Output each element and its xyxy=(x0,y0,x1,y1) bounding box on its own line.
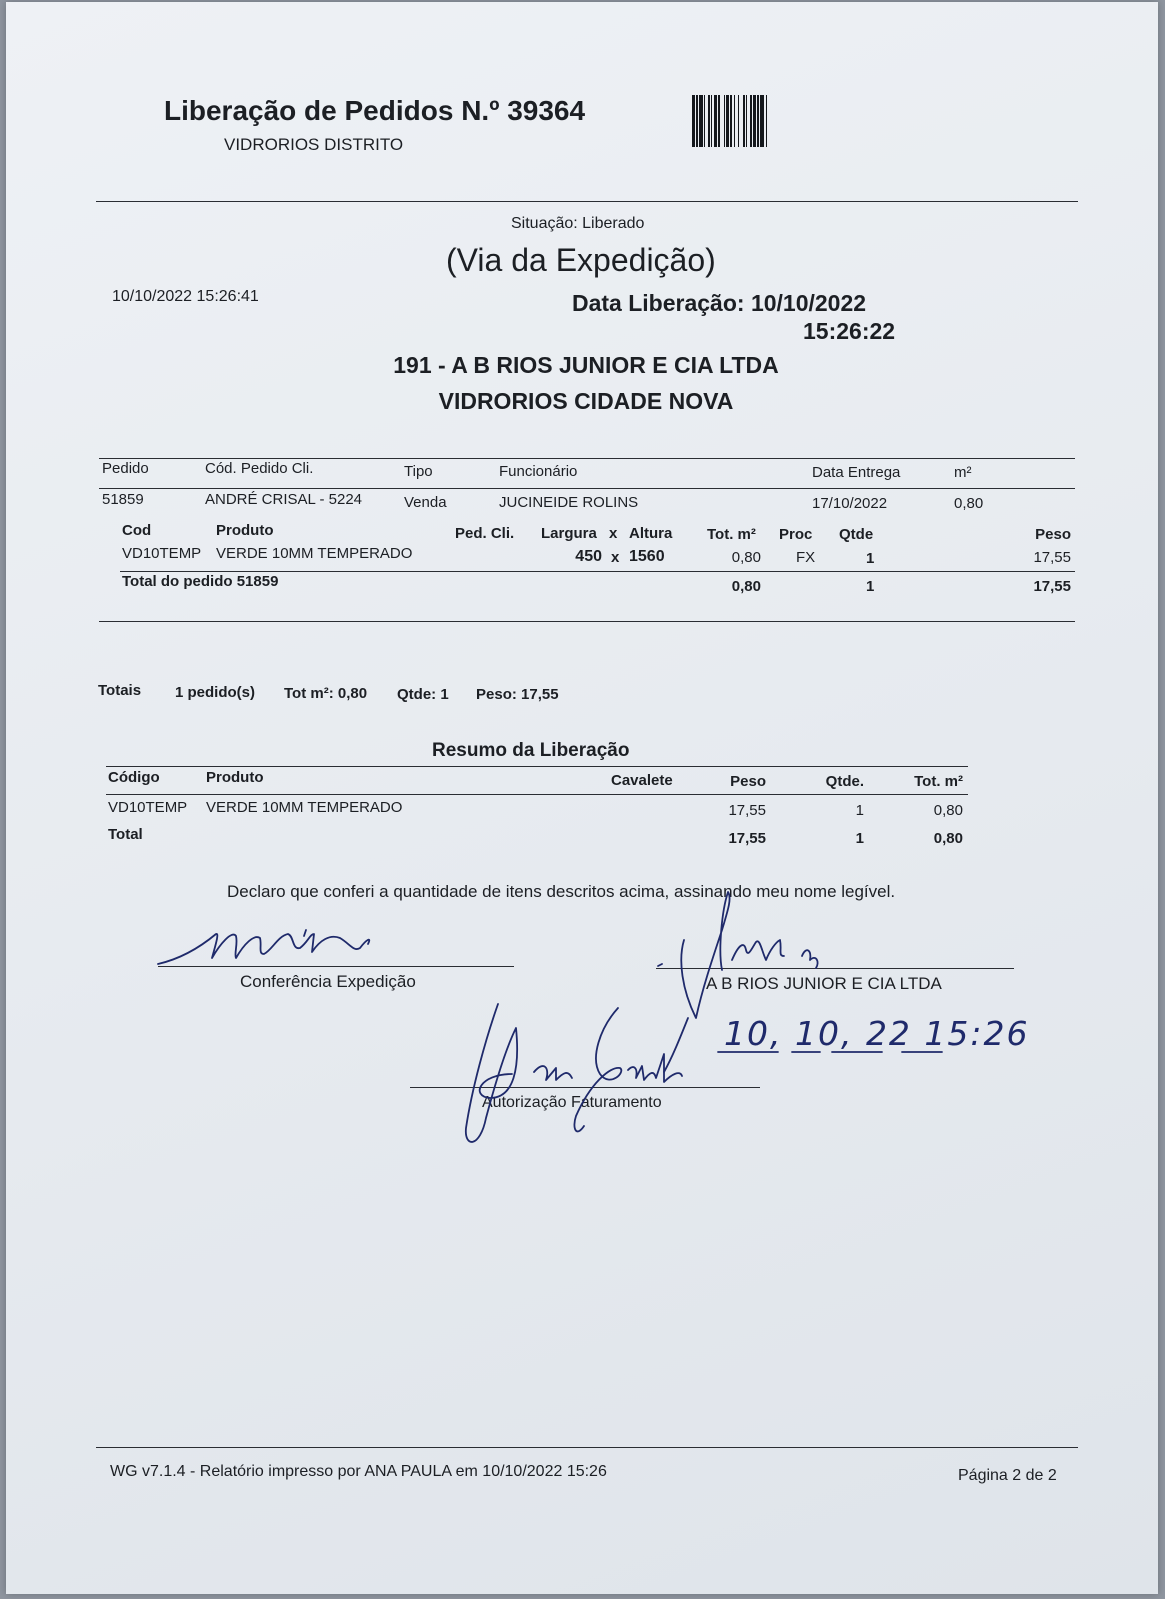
order-data-entrega: 17/10/2022 xyxy=(812,495,888,512)
copy-label: (Via da Expedição) xyxy=(446,242,716,278)
item-col-largura: Largura xyxy=(541,525,597,542)
order-table-bottom-rule xyxy=(99,621,1075,622)
item-col-cod: Cod xyxy=(122,522,152,539)
conferencia-signature xyxy=(154,914,394,974)
order-total-label: Total do pedido 51859 xyxy=(122,573,279,590)
totals-tot-m2: Tot m²: 0,80 xyxy=(284,685,368,702)
summary-row-produto: VERDE 10MM TEMPERADO xyxy=(206,799,403,816)
company-name: VIDRORIOS DISTRITO xyxy=(224,135,404,154)
order-total-peso: 17,55 xyxy=(1033,578,1071,595)
item-cod: VD10TEMP xyxy=(122,545,202,562)
item-qtde: 1 xyxy=(866,550,875,567)
summary-col-tot-m2: Tot. m² xyxy=(914,773,963,790)
summary-total-qtde: 1 xyxy=(855,830,864,847)
item-proc: FX xyxy=(796,549,816,566)
summary-total-tot-m2: 0,80 xyxy=(933,830,963,847)
autorizacao-signature xyxy=(450,998,700,1158)
order-total-tot-m2: 0,80 xyxy=(731,578,761,595)
client-signature-label: A B RIOS JUNIOR E CIA LTDA xyxy=(706,974,942,993)
item-col-tot-m2: Tot. m² xyxy=(707,526,756,543)
col-data-entrega-header: Data Entrega xyxy=(812,464,901,481)
col-funcionario-header: Funcionário xyxy=(499,463,578,480)
order-pedido: 51859 xyxy=(102,491,144,508)
summary-top-rule xyxy=(106,766,968,767)
totals-label: Totais xyxy=(98,682,142,699)
handwritten-datetime: 10, 10, 22 15:26 xyxy=(724,1014,1030,1053)
summary-row-qtde: 1 xyxy=(855,802,864,819)
order-tipo: Venda xyxy=(404,494,447,511)
summary-row-codigo: VD10TEMP xyxy=(108,799,188,816)
autorizacao-label: Autorização Faturamento xyxy=(482,1094,662,1111)
order-funcionario: JUCINEIDE ROLINS xyxy=(499,494,639,511)
item-col-produto: Produto xyxy=(216,522,274,539)
col-pedido-header: Pedido xyxy=(102,460,149,477)
col-m2-header: m² xyxy=(954,464,972,481)
footer-print-info: WG v7.1.4 - Relatório impresso por ANA PAULA em 10/10/2022 15:26 xyxy=(110,1463,607,1480)
totals-qtde: Qtde: 1 xyxy=(397,686,449,703)
summary-header-rule xyxy=(106,794,968,795)
item-peso: 17,55 xyxy=(1033,549,1071,566)
item-altura: 1560 xyxy=(629,548,665,565)
item-produto: VERDE 10MM TEMPERADO xyxy=(216,545,413,562)
order-table-top-rule xyxy=(99,458,1075,459)
summary-row-peso: 17,55 xyxy=(728,802,766,819)
release-time: 15:26:22 xyxy=(803,318,896,344)
item-col-peso: Peso xyxy=(1035,526,1071,543)
print-timestamp: 10/10/2022 15:26:41 xyxy=(112,288,259,305)
client-line-1: 191 - A B RIOS JUNIOR E CIA LTDA xyxy=(393,352,779,378)
summary-col-qtde: Qtde. xyxy=(825,773,864,790)
totals-peso: Peso: 17,55 xyxy=(476,686,559,703)
col-cod-pedido-header: Cód. Pedido Cli. xyxy=(205,460,314,477)
summary-title: Resumo da Liberação xyxy=(432,740,630,761)
item-col-x: x xyxy=(609,525,618,542)
header-divider xyxy=(96,201,1078,202)
summary-total-label: Total xyxy=(108,826,143,843)
footer-page-number: Página 2 de 2 xyxy=(958,1467,1057,1484)
order-total-rule xyxy=(120,571,1075,572)
item-col-ped-cli: Ped. Cli. xyxy=(455,525,515,542)
release-date: Data Liberação: 10/10/2022 xyxy=(572,290,867,316)
handwritten-datetime-underline xyxy=(716,1048,996,1056)
item-col-altura: Altura xyxy=(629,525,673,542)
totals-pedidos: 1 pedido(s) xyxy=(175,684,256,701)
item-col-proc: Proc xyxy=(779,526,813,543)
order-cod-pedido: ANDRÉ CRISAL - 5224 xyxy=(205,491,363,508)
item-largura: 450 xyxy=(575,548,602,565)
summary-col-produto: Produto xyxy=(206,769,264,786)
document-title: Liberação de Pedidos N.º 39364 xyxy=(164,95,586,126)
item-tot-m2: 0,80 xyxy=(731,549,761,566)
summary-row-tot-m2: 0,80 xyxy=(933,802,963,819)
order-total-qtde: 1 xyxy=(866,578,875,595)
item-col-qtde: Qtde xyxy=(839,526,874,543)
declaration-text: Declaro que conferi a quantidade de itens descritos acima, assinando meu nome legível. xyxy=(227,882,896,901)
barcode-icon xyxy=(692,95,870,147)
status-text: Situação: Liberado xyxy=(511,215,645,232)
summary-col-peso: Peso xyxy=(730,773,766,790)
order-header-rule xyxy=(99,488,1075,489)
item-x: x xyxy=(611,549,620,566)
order-m2: 0,80 xyxy=(954,495,984,512)
document-page xyxy=(6,2,1158,1594)
conferencia-label: Conferência Expedição xyxy=(240,972,416,991)
footer-divider xyxy=(96,1447,1078,1448)
summary-col-cavalete: Cavalete xyxy=(611,772,673,789)
summary-col-codigo: Código xyxy=(108,769,160,786)
client-line-2: VIDRORIOS CIDADE NOVA xyxy=(438,388,734,414)
col-tipo-header: Tipo xyxy=(404,463,433,480)
summary-total-peso: 17,55 xyxy=(728,830,766,847)
